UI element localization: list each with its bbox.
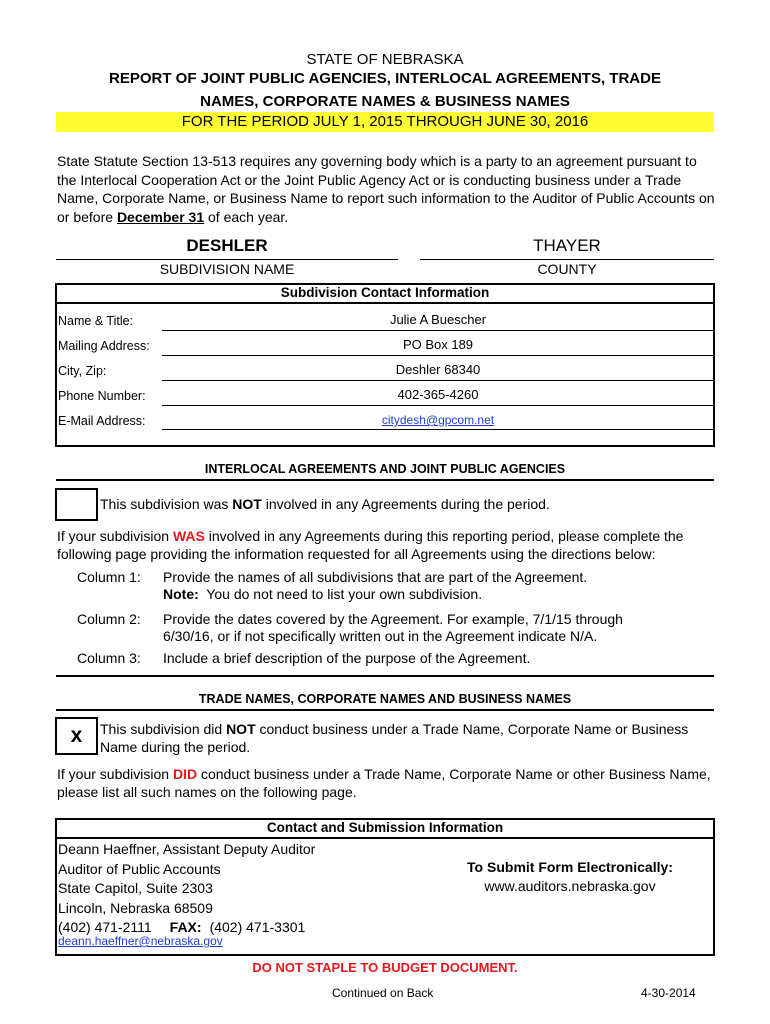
contact-value-name[interactable]: Julie A Buescher bbox=[389, 312, 487, 327]
contact-label-city: City, Zip: bbox=[58, 364, 107, 378]
state-title: STATE OF NEBRASKA bbox=[306, 51, 464, 68]
subdivision-name: DESHLER bbox=[186, 236, 268, 255]
trade-checkbox-mark: x bbox=[70, 724, 83, 747]
interlocal-check-text: This subdivision was NOT involved in any Agreements during the period. bbox=[100, 496, 550, 512]
submission-heading: Contact and Submission Information bbox=[266, 820, 504, 835]
electronic-submit-heading: To Submit Form Electronically: bbox=[467, 859, 673, 875]
interlocal-checkbox[interactable] bbox=[55, 488, 98, 521]
subdivision-line bbox=[56, 259, 398, 260]
contact-heading: Subdivision Contact Information bbox=[280, 285, 490, 300]
submission-divider bbox=[56, 837, 714, 839]
contact-line-mailing bbox=[162, 355, 714, 356]
contact-label-mailing: Mailing Address: bbox=[58, 339, 150, 353]
report-title-line2: NAMES, CORPORATE NAMES & BUSINESS NAMES bbox=[200, 93, 570, 110]
contact-value-mailing[interactable]: PO Box 189 bbox=[402, 337, 474, 352]
trade-top-rule bbox=[56, 675, 714, 677]
trade-check-text: This subdivision did NOT conduct business under a Trade Name, Corporate Name or Business Name during the period. bbox=[100, 721, 689, 755]
auditor-email-link[interactable]: deann.haeffner@nebraska.gov bbox=[58, 934, 223, 948]
column3-text: Include a brief description of the purpose of the Agreement. bbox=[163, 650, 531, 666]
county-name: THAYER bbox=[533, 236, 601, 255]
interlocal-instructions: If your subdivision WAS involved in any Agreements during this reporting period, please complete the following page providing the information requested for all Agreements using the directions below: bbox=[57, 528, 684, 562]
contact-line-phone bbox=[162, 405, 714, 406]
contact-line-email bbox=[162, 429, 714, 430]
subdivision-name-label: SUBDIVISION NAME bbox=[159, 261, 295, 277]
report-title-line1: REPORT OF JOINT PUBLIC AGENCIES, INTERLOCAL AGREEMENTS, TRADE bbox=[109, 70, 661, 87]
staple-warning: DO NOT STAPLE TO BUDGET DOCUMENT. bbox=[252, 960, 518, 975]
contact-divider bbox=[56, 302, 714, 304]
trade-checkbox[interactable] bbox=[55, 717, 98, 755]
column1-text: Provide the names of all subdivisions that are part of the Agreement. Note: You do not need to list your own subdivision. bbox=[163, 569, 588, 602]
interlocal-rule bbox=[56, 479, 714, 481]
trade-instructions: If your subdivision DID conduct business under a Trade Name, Corporate Name or other Business Name, please list all such names on the following page. bbox=[57, 766, 711, 800]
continued-on-back: Continued on Back bbox=[332, 986, 434, 1000]
trade-rule bbox=[56, 709, 714, 711]
contact-value-city[interactable]: Deshler 68340 bbox=[395, 362, 481, 377]
contact-label-name: Name & Title: bbox=[58, 314, 134, 328]
county-line bbox=[420, 259, 714, 260]
contact-value-phone[interactable]: 402-365-4260 bbox=[397, 387, 479, 402]
electronic-submit-url[interactable]: www.auditors.nebraska.gov bbox=[484, 878, 656, 894]
contact-email-link[interactable]: citydesh@gpcom.net bbox=[381, 413, 495, 427]
county-label: COUNTY bbox=[537, 261, 597, 277]
column2-text: Provide the dates covered by the Agreement. For example, 7/1/15 through 6/30/16, or if not specifically written out in the Agreement indicate N/A. bbox=[163, 611, 623, 644]
contact-value-email[interactable] bbox=[162, 413, 714, 427]
contact-label-email: E-Mail Address: bbox=[58, 414, 146, 428]
column2-label: Column 2: bbox=[77, 611, 141, 627]
contact-label-phone: Phone Number: bbox=[58, 389, 146, 403]
interlocal-heading: INTERLOCAL AGREEMENTS AND JOINT PUBLIC AGENCIES bbox=[204, 462, 566, 476]
form-revision-date: 4-30-2014 bbox=[641, 986, 696, 1000]
report-period: FOR THE PERIOD JULY 1, 2015 THROUGH JUNE 30, 2016 bbox=[181, 113, 589, 130]
column3-label: Column 3: bbox=[77, 650, 141, 666]
contact-line-city bbox=[162, 380, 714, 381]
trade-heading: TRADE NAMES, CORPORATE NAMES AND BUSINESS NAMES bbox=[198, 692, 572, 706]
statute-intro: State Statute Section 13-513 requires any governing body which is a party to an agreement pursuant to the Interlocal Cooperation Act or the Joint Public Agency Act or is conducting business under a Trade Name, Corporate Name, or Business Name to report such information to the Auditor of Public Accounts on or before December 31 of each year. bbox=[57, 153, 715, 225]
auditor-email[interactable] bbox=[58, 934, 223, 948]
deadline-date: December 31 bbox=[116, 208, 205, 225]
auditor-contact: Deann Haeffner, Assistant Deputy Auditor Auditor of Public Accounts State Capitol, Suite 2303 Lincoln, Nebraska 68509 (402) 471-2111 FAX: (402) 471-3301 bbox=[58, 841, 316, 935]
column1-label: Column 1: bbox=[77, 569, 141, 585]
contact-line-name bbox=[162, 330, 714, 331]
